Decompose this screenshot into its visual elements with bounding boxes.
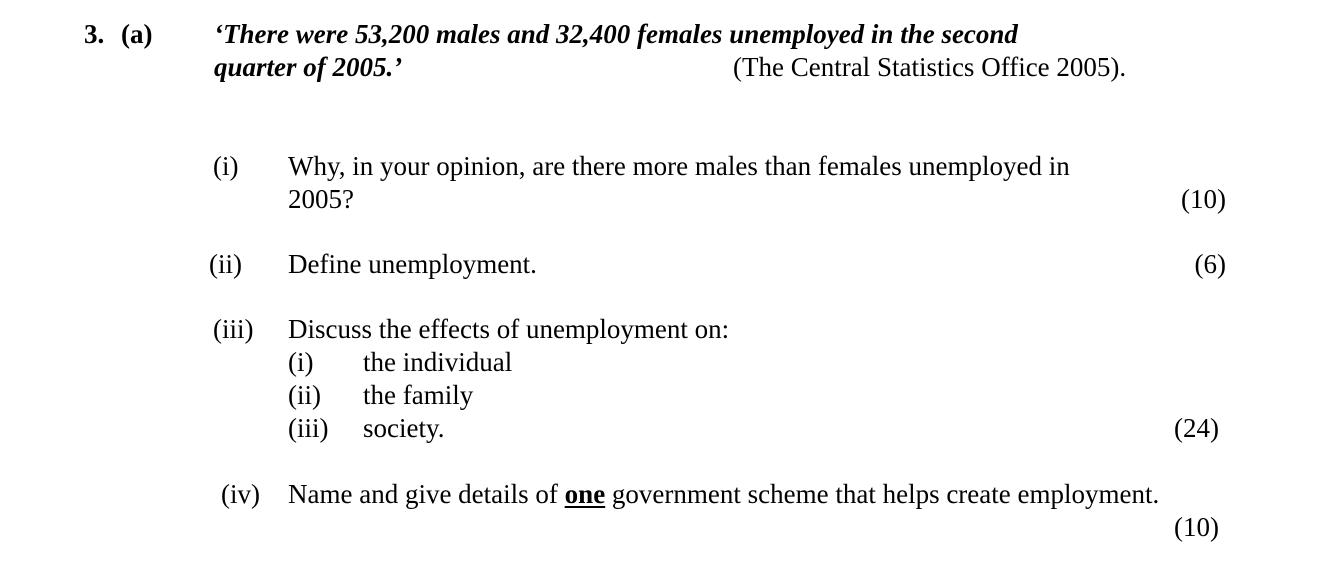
item-marks-iv: (10)	[1174, 512, 1219, 542]
item-label-iv: (iv)	[221, 479, 260, 509]
item-marks-i: (10)	[1181, 184, 1226, 214]
item-text-iv	[288, 478, 1159, 511]
item-label-ii: (ii)	[209, 249, 242, 279]
subitem-text-iii: society.	[363, 413, 445, 443]
subitem-label-i: (i)	[288, 347, 314, 377]
item-marks-iii: (24)	[1174, 413, 1219, 443]
item-marks-ii: (6)	[1194, 249, 1226, 279]
question-number: 3.	[84, 19, 105, 49]
question-part-label: (a)	[121, 19, 153, 49]
subitem-text-i: the individual	[363, 347, 513, 377]
quote-source: (The Central Statistics Office 2005).	[733, 52, 1127, 82]
item-text-iv-before: Name and give details of	[288, 479, 565, 509]
item-label-iii: (iii)	[213, 314, 254, 344]
item-text-iii: Discuss the effects of unemployment on:	[288, 314, 730, 344]
subitem-label-ii: (ii)	[288, 380, 321, 410]
item-text-i-line1: Why, in your opinion, are there more males than females unemployed in	[288, 151, 1070, 181]
quote-line-2: quarter of 2005.’	[214, 52, 403, 82]
item-text-iv-after: government scheme that helps create employment.	[605, 479, 1160, 509]
item-text-i-line2: 2005?	[288, 184, 354, 214]
subitem-label-iii: (iii)	[288, 413, 329, 443]
item-text-ii: Define unemployment.	[288, 249, 537, 279]
quote-line-1: ‘There were 53,200 males and 32,400 females unemployed in the second	[214, 19, 1018, 49]
item-text-iv-emphasis: one	[564, 479, 606, 509]
subitem-text-ii: the family	[363, 380, 474, 410]
item-label-i: (i)	[213, 151, 239, 181]
